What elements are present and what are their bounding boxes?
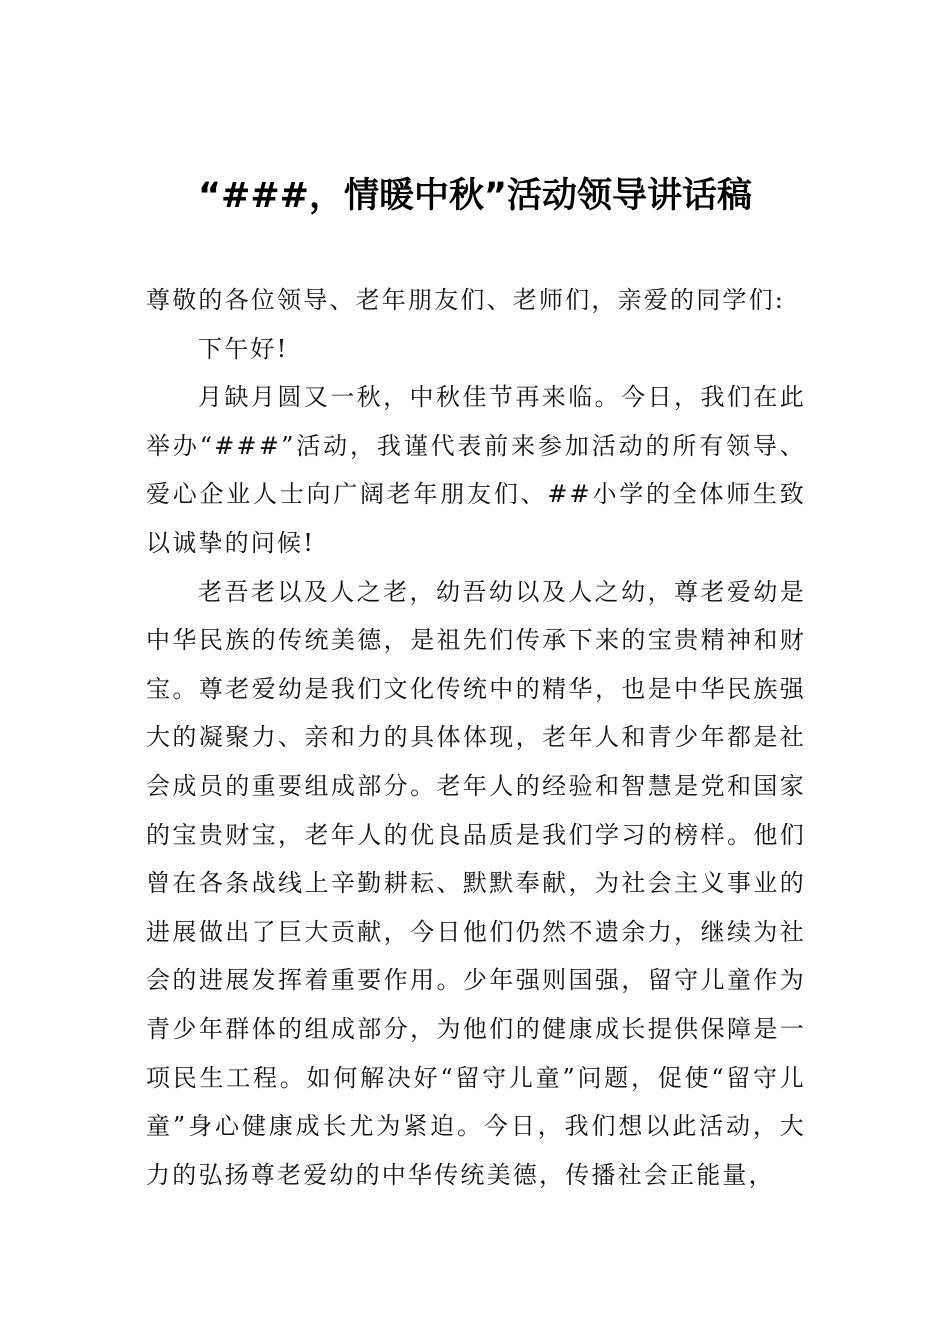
document-body [146, 276, 806, 1199]
salutation: 尊敬的各位领导、老年朋友们、老师们，亲爱的同学们: [146, 286, 786, 314]
greeting: 下午好! [198, 334, 289, 363]
paragraph-1: 月缺月圆又一秋，中秋佳节再来临。今日，我们在此举办“###”活动，我谨代表前来参加活动的所有领导、爱心企业人士向广阔老年朋友们、##小学的全体师生致以诚挚的问候! [146, 383, 806, 557]
paragraph-2: 老吾老以及人之老，幼吾幼以及人之幼，尊老爱幼是中华民族的传统美德，是祖先们传承下来的宝贵精神和财宝。尊老爱幼是我们文化传统中的精华，也是中华民族强大的凝聚力、亲和力的具体体现，老年人和青少年都是社会成员的重要组成部分。老年人的经验和智慧是党和国家的宝贵财宝，老年人的优良品质是我们学习的榜样。他们曾在各条战线上辛勤耕耘、默默奉献，为社会主义事业的进展做出了巨大贡献，今日他们仍然不遗余力，继续为社会的进展发挥着重要作用。少年强则国强，留守儿童作为青少年群体的组成部分，为他们的健康成长提供保障是一项民生工程。如何解决好“留守儿童”问题，促使“留守儿童”身心健康成长尤为紧迫。今日，我们想以此活动，大力的弘扬尊老爱幼的中华传统美德，传播社会正能量， [146, 577, 806, 1189]
document-title: “###，情暖中秋”活动领导讲话稿 [198, 176, 752, 216]
